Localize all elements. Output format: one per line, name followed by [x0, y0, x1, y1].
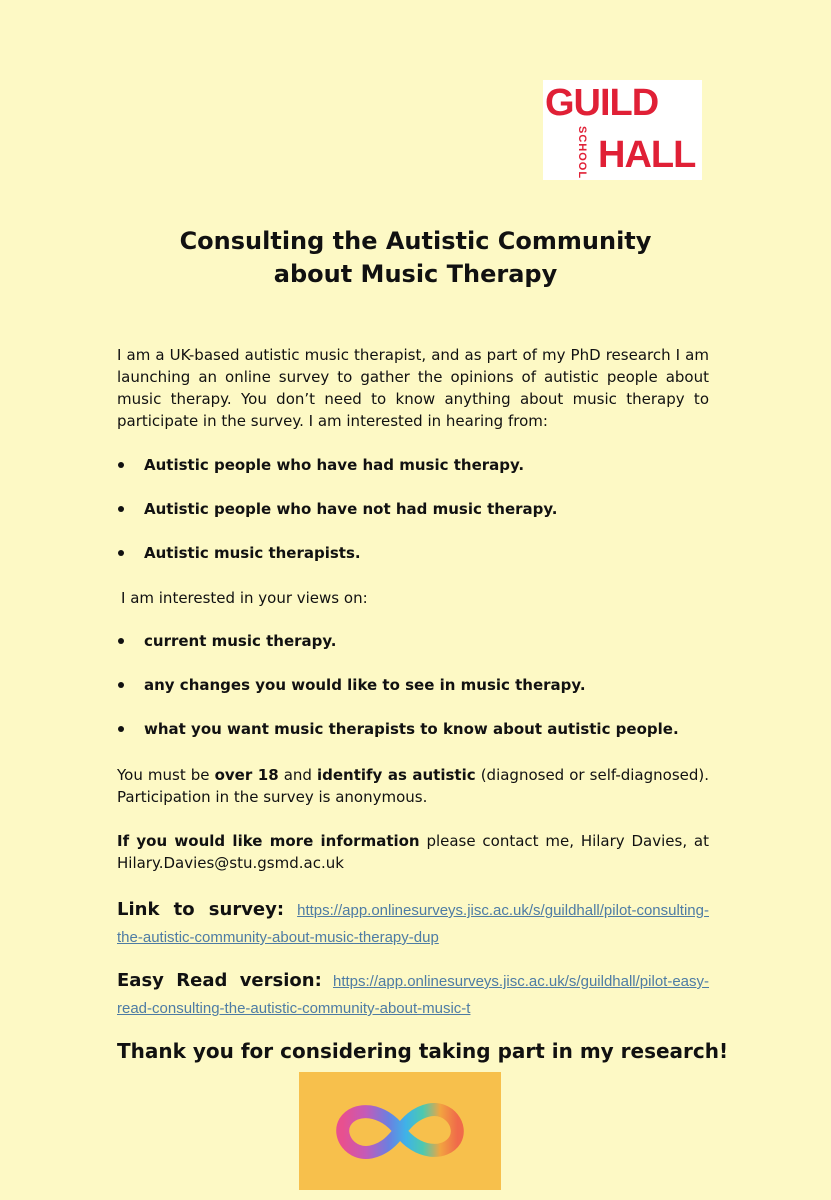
- hearing-from-list: [117, 454, 717, 586]
- list-item: any changes you would like to see in music therapy.: [117, 674, 717, 696]
- easy-read-link[interactable]: https://app.onlinesurveys.jisc.ac.uk/s/guildhall/pilot-easy-read-consulting-the-autistic-community-about-music-t: [117, 973, 710, 1017]
- eligibility-text: and: [278, 766, 317, 784]
- easy-read-link-block: [117, 968, 709, 1022]
- logo-school-text: SCHOOL: [576, 126, 588, 180]
- list-item: what you want music therapists to know about autistic people.: [117, 718, 717, 740]
- survey-link-block: [117, 897, 709, 951]
- title-line-2: about Music Therapy: [273, 260, 558, 288]
- list-item: Autistic people who have had music therapy.: [117, 454, 717, 476]
- eligibility-age: over 18: [214, 766, 279, 784]
- easy-read-link-label: Easy Read version: [117, 970, 315, 991]
- list-item: current music therapy.: [117, 630, 717, 652]
- title-line-1: Consulting the Autistic Community: [179, 227, 652, 255]
- intro-paragraph: I am a UK-based autistic music therapist, and as part of my PhD research I am launching an online survey to gather the opinions of autistic people about music therapy. You don’t need to know anything about music therapy to participate in the survey. I am interested in hearing from:: [117, 346, 709, 430]
- list-item: Autistic music therapists.: [117, 542, 717, 564]
- guildhall-school-logo: [543, 80, 702, 180]
- survey-link-label: Link to survey: [117, 899, 277, 920]
- label-colon: :: [314, 970, 322, 991]
- views-intro: I am interested in your views on:: [121, 589, 368, 607]
- eligibility-text: (diagnosed or self-diagnosed). Participation in the survey is anonymous.: [117, 766, 710, 806]
- logo-guild-text: GUILD: [545, 82, 659, 124]
- contact-text: please contact me, Hilary Davies, at Hilary.Davies@stu.gsmd.ac.uk: [117, 832, 709, 872]
- label-colon: :: [276, 899, 285, 920]
- views-on-list: [117, 630, 717, 762]
- eligibility-identity: identify as autistic: [316, 766, 476, 784]
- list-item: Autistic people who have not had music therapy.: [117, 498, 717, 520]
- contact-paragraph: [117, 830, 709, 874]
- survey-link[interactable]: https://app.onlinesurveys.jisc.ac.uk/s/guildhall/pilot-consulting-the-autistic-community-about-music-therapy-dup: [117, 902, 709, 946]
- eligibility-text: You must be: [117, 766, 215, 784]
- page-title: [100, 225, 731, 291]
- eligibility-paragraph: [117, 764, 709, 808]
- logo-hall-text: HALL: [598, 134, 696, 176]
- thank-you-message: Thank you for considering taking part in my research!: [117, 1039, 729, 1063]
- rainbow-infinity-icon: [299, 1072, 501, 1190]
- contact-lead: If you would like more information: [117, 832, 420, 850]
- infinity-image: [299, 1072, 501, 1190]
